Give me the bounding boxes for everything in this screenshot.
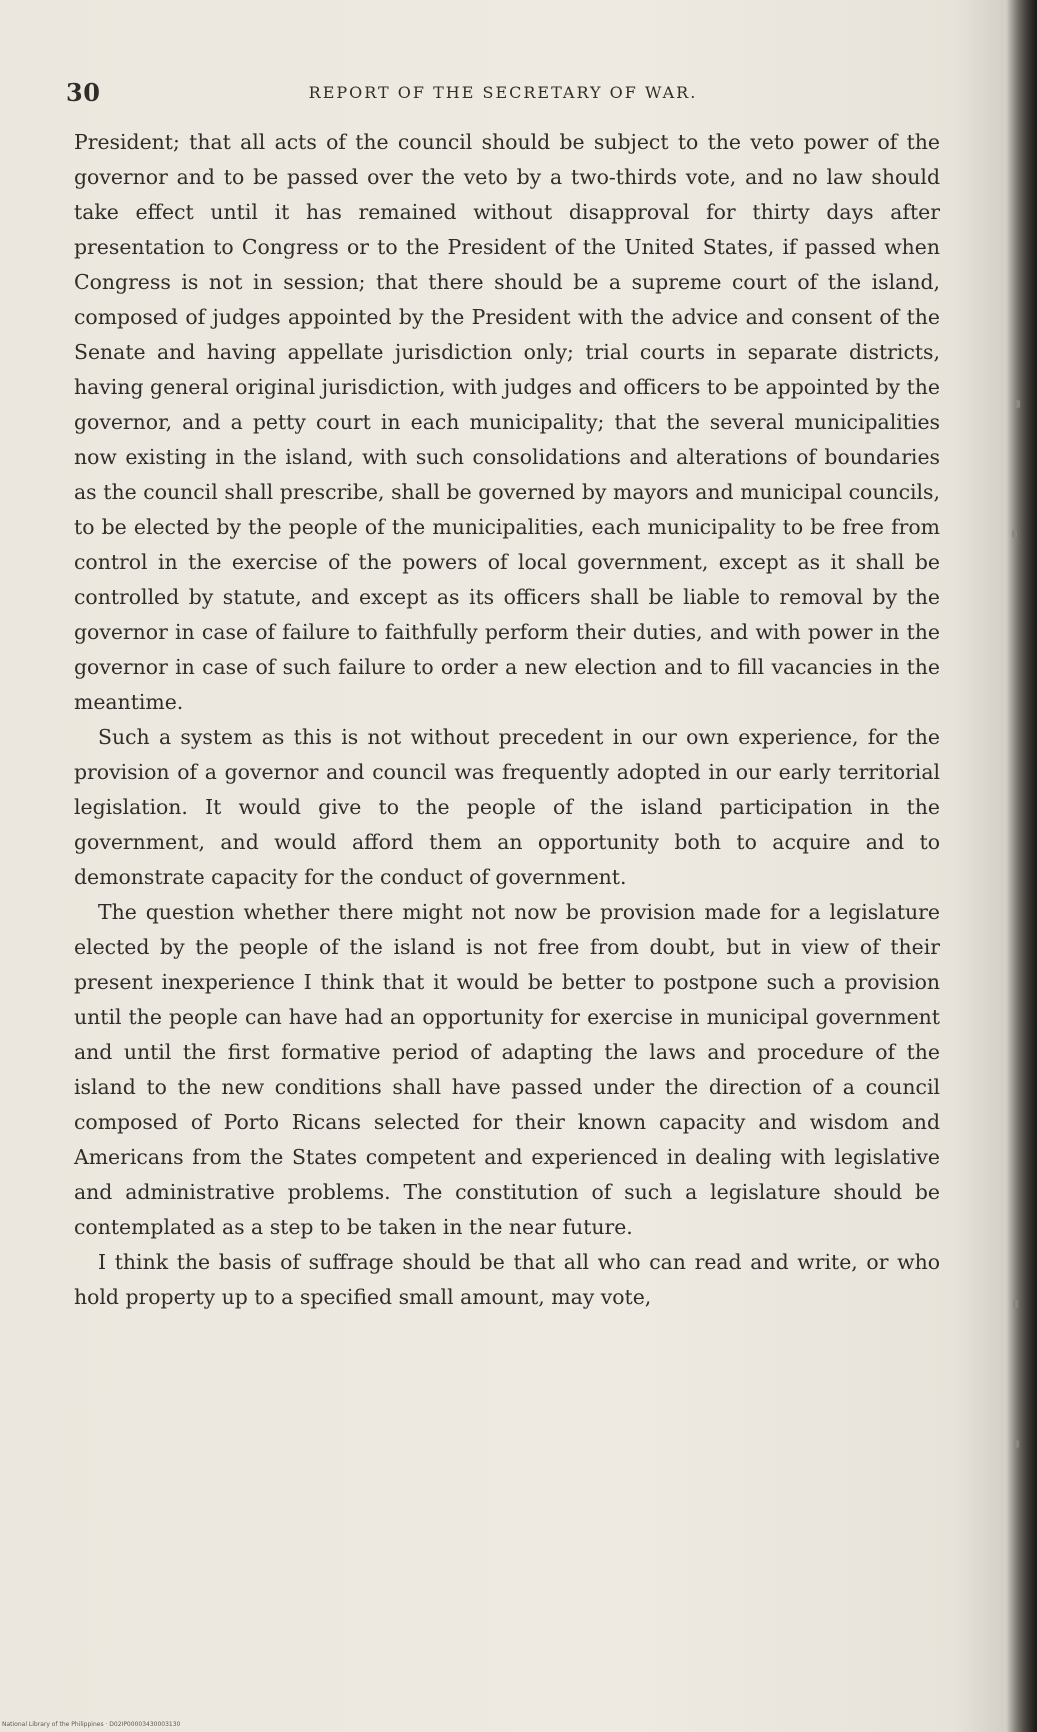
paragraph-1: President; that all acts of the council should be subject to the veto power of the governor and to be passed over the veto by a two-thirds vote, and no law should take effect until it has remained without disapproval for thirty days after presentation to Congress or to the President of the United States, if passed when Congress is not in session; that there should be a supreme court of the island, composed of judges appointed by the President with the advice and consent of the Senate and having appellate jurisdiction only; trial courts in separate districts, having general original jurisdiction, with judges and officers to be appointed by the governor, and a petty court in each municipality; that the several municipalities now existing in the island, with such consolidations and alterations of boundaries as the council shall prescribe, shall be governed by mayors and municipal councils, to be elected by the people of the municipalities, each municipality to be free from control in the exercise of the powers of local government, except as it shall be controlled by statute, and except as its officers shall be liable to removal by the governor in case of failure to faithfully perform their duties, and with power in the governor in case of such failure to order a new election and to fill vacancies in the meantime. [74, 130, 940, 714]
scan-speck [1012, 530, 1017, 538]
running-head: REPORT OF THE SECRETARY OF WAR. [308, 83, 698, 102]
paragraph-3: The question whether there might not now be provision made for a legislature elected by the people of the island is not free from doubt, but in view of their present inexperience I think that it would be better to postpone such a provision until the people can have had an opportunity for exercise in municipal government and until the first formative period of adapting the laws and procedure of the island to the new conditions shall have passed under the direction of a council composed of Porto Ricans selected for their known capacity and wisdom and Americans from the States competent and experienced in dealing with legislative and administrative problems. The constitution of such a legislature should be contemplated as a step to be taken in the near future. [74, 900, 940, 1239]
paragraph-4: I think the basis of suffrage should be that all who can read and write, or who hold property up to a specified small amount, may vote, [74, 1250, 940, 1309]
scan-speck [1014, 1440, 1019, 1448]
page-header [66, 78, 940, 118]
binding-shadow [1007, 0, 1037, 1732]
scan-speck [1013, 1300, 1018, 1308]
body-text [74, 125, 940, 1315]
page-number: 30 [66, 78, 101, 107]
paragraph-2: Such a system as this is not without precedent in our own experience, for the provision of a governor and council was frequently adopted in our early territorial legislation. It would give to the people of the island participation in the government, and would afford them an opportunity both to acquire and to demonstrate capacity for the conduct of government. [74, 725, 940, 889]
scan-speck [1015, 400, 1020, 408]
library-stamp: National Library of the Philippines · D02IP00003430003130 [2, 1721, 181, 1728]
